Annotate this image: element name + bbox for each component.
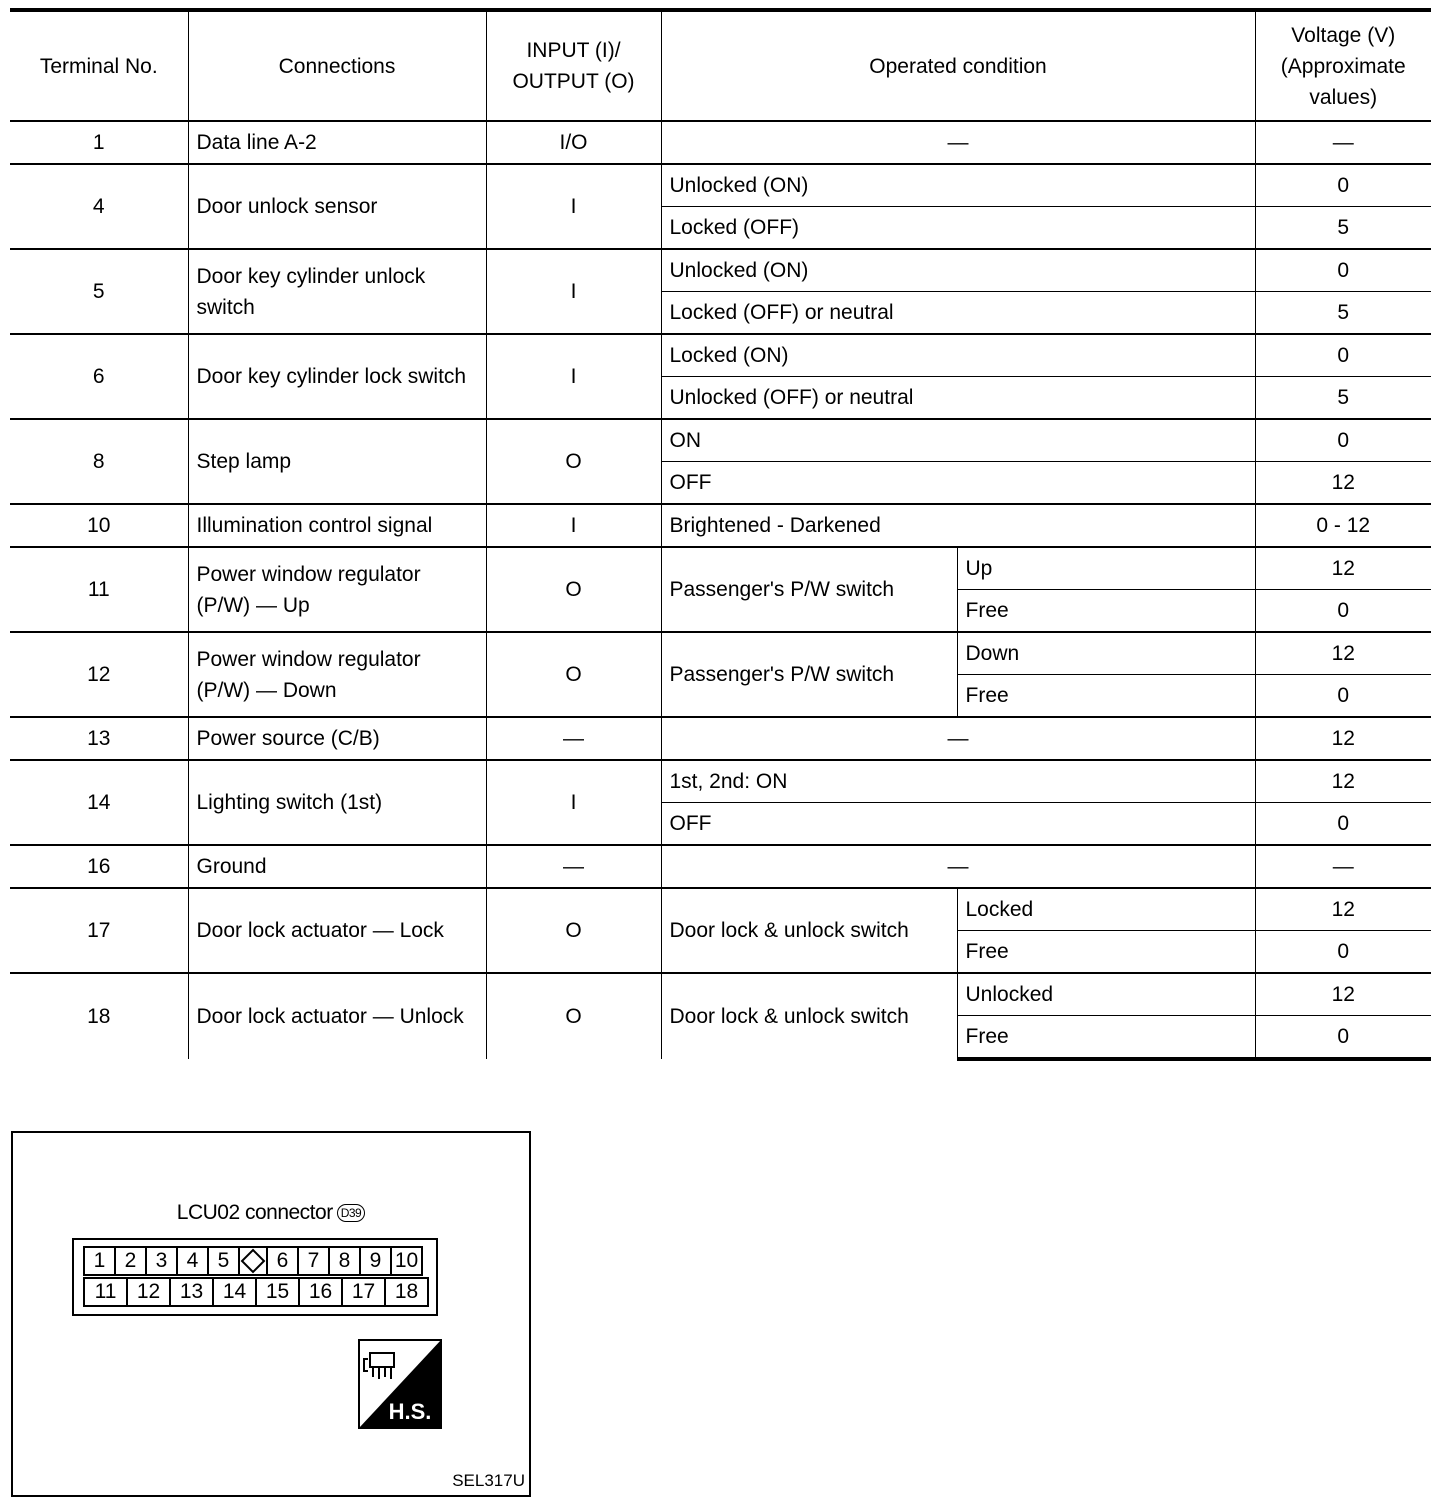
voltage: 0 [1255, 931, 1431, 974]
connector-pin: 5 [207, 1246, 240, 1276]
voltage: 0 [1255, 590, 1431, 633]
control-switch: Passenger's P/W switch [661, 632, 957, 717]
connection: Door unlock sensor [188, 164, 486, 249]
table-row [10, 164, 1431, 207]
voltage: 12 [1255, 632, 1431, 675]
table-row [10, 547, 1431, 590]
terminal-no: 14 [10, 760, 188, 845]
voltage: 0 [1255, 249, 1431, 292]
voltage: 12 [1255, 888, 1431, 931]
io-type: — [486, 717, 661, 760]
switch-state: Up [957, 547, 1255, 590]
terminal-no: 6 [10, 334, 188, 419]
condition: Unlocked (OFF) or neutral [661, 377, 1255, 420]
condition: OFF [661, 803, 1255, 846]
voltage: 0 [1255, 1016, 1431, 1060]
voltage: 0 [1255, 164, 1431, 207]
voltage: 5 [1255, 377, 1431, 420]
header-terminal: Terminal No. [10, 10, 188, 121]
table-row [10, 632, 1431, 675]
connector-face [72, 1238, 438, 1316]
voltage: 5 [1255, 292, 1431, 335]
voltage: 0 [1255, 334, 1431, 377]
voltage: — [1255, 121, 1431, 164]
connection: Lighting switch (1st) [188, 760, 486, 845]
connector-pin: 18 [384, 1277, 429, 1307]
connector-pin: 12 [126, 1277, 171, 1307]
condition: — [661, 121, 1255, 164]
table-row [10, 973, 1431, 1016]
io-type: I [486, 334, 661, 419]
table-row [10, 249, 1431, 292]
connector-title: LCU02 connector D39 [13, 1201, 529, 1225]
io-type: I [486, 760, 661, 845]
terminal-no: 13 [10, 717, 188, 760]
connection: Ground [188, 845, 486, 888]
terminal-no: 11 [10, 547, 188, 632]
terminal-no: 1 [92, 131, 105, 154]
condition: ON [661, 419, 1255, 462]
connector-pin: 11 [83, 1277, 128, 1307]
connection: Step lamp [188, 419, 486, 504]
connector-pin: 16 [298, 1277, 343, 1307]
connection: Door lock actuator — Lock [188, 888, 486, 973]
io-type: — [486, 845, 661, 888]
terminal-no: 4 [10, 164, 188, 249]
connector-pin: 6 [266, 1246, 299, 1276]
io-type: O [486, 419, 661, 504]
condition: Locked (ON) [661, 334, 1255, 377]
terminal-no: 10 [10, 504, 188, 547]
table-header-row [10, 10, 1431, 121]
connection: Illumination control signal [188, 504, 486, 547]
connector-pin: 3 [145, 1246, 178, 1276]
connector-pin: 2 [114, 1246, 147, 1276]
connector-figure [11, 1131, 531, 1497]
voltage: 12 [1255, 462, 1431, 505]
table-row [10, 419, 1431, 462]
io-type: O [486, 547, 661, 632]
header-voltage: Voltage (V) (Approximate values) [1255, 10, 1431, 121]
header-connections: Connections [188, 10, 486, 121]
terminal-no: 12 [10, 632, 188, 717]
connector-key-icon [238, 1246, 268, 1276]
io-type: I/O [486, 121, 661, 164]
condition: — [661, 845, 1255, 888]
figure-code: SEL317U [452, 1471, 525, 1490]
io-type: I [486, 504, 661, 547]
switch-state: Unlocked [957, 973, 1255, 1016]
switch-state: Free [957, 1016, 1255, 1060]
voltage: — [1255, 845, 1431, 888]
switch-state: Free [957, 675, 1255, 718]
condition: 1st, 2nd: ON [661, 760, 1255, 803]
condition: Unlocked (ON) [661, 249, 1255, 292]
voltage: 5 [1255, 207, 1431, 250]
condition: — [661, 717, 1255, 760]
io-type: O [486, 888, 661, 973]
connector-pin: 17 [341, 1277, 386, 1307]
connection: Door key cylinder lock switch [188, 334, 486, 419]
table-row [10, 845, 1431, 888]
connector-pin: 4 [176, 1246, 209, 1276]
connector-pin: 10 [390, 1246, 423, 1276]
table-row [10, 504, 1431, 547]
connector-pin: 14 [212, 1277, 257, 1307]
voltage: 12 [1255, 760, 1431, 803]
condition: Unlocked (ON) [661, 164, 1255, 207]
voltage: 0 [1255, 675, 1431, 718]
table-row [10, 717, 1431, 760]
connector-pin: 13 [169, 1277, 214, 1307]
header-io: INPUT (I)/ OUTPUT (O) [486, 10, 661, 121]
table-row [10, 121, 1431, 164]
condition: Locked (OFF) [661, 207, 1255, 250]
terminal-table [10, 8, 1431, 1061]
condition: Locked (OFF) or neutral [661, 292, 1255, 335]
voltage: 0 [1255, 803, 1431, 846]
connection: Door key cylinder unlock switch [188, 249, 486, 334]
condition: Brightened - Darkened [661, 504, 1255, 547]
table-row [10, 888, 1431, 931]
connection: Data line A-2 [188, 121, 486, 164]
table-row [10, 334, 1431, 377]
connector-pin: 8 [328, 1246, 361, 1276]
io-type: O [486, 632, 661, 717]
voltage: 0 [1255, 419, 1431, 462]
switch-state: Free [957, 590, 1255, 633]
switch-state: Down [957, 632, 1255, 675]
connector-top-row [83, 1246, 421, 1276]
connector-pin: 9 [359, 1246, 392, 1276]
connector-bottom-row [83, 1277, 427, 1307]
connector-pin: 1 [83, 1246, 116, 1276]
connector-pin: 15 [255, 1277, 300, 1307]
connection: Power source (C/B) [188, 717, 486, 760]
terminal-no: 16 [10, 845, 188, 888]
terminal-no: 17 [10, 888, 188, 973]
harness-side-icon [358, 1339, 442, 1429]
table-row [10, 760, 1431, 803]
harness-side-label: H.S. [388, 1399, 432, 1424]
switch-state: Free [957, 931, 1255, 974]
terminal-no: 18 [10, 973, 188, 1059]
connection: Power window regulator (P/W) — Up [188, 547, 486, 632]
connection: Power window regulator (P/W) — Down [188, 632, 486, 717]
voltage: 0 - 12 [1255, 504, 1431, 547]
condition: OFF [661, 462, 1255, 505]
voltage: 12 [1255, 717, 1431, 760]
connector-pin: 7 [297, 1246, 330, 1276]
terminal-no: 5 [10, 249, 188, 334]
io-type: I [486, 249, 661, 334]
voltage: 12 [1255, 547, 1431, 590]
voltage: 12 [1255, 973, 1431, 1016]
control-switch: Door lock & unlock switch [661, 973, 957, 1059]
connector-id-badge: D39 [337, 1204, 366, 1222]
control-switch: Passenger's P/W switch [661, 547, 957, 632]
connection: Door lock actuator — Unlock [188, 973, 486, 1059]
io-type: I [486, 164, 661, 249]
io-type: O [486, 973, 661, 1059]
header-condition: Operated condition [661, 10, 1255, 121]
switch-state: Locked [957, 888, 1255, 931]
control-switch: Door lock & unlock switch [661, 888, 957, 973]
terminal-no: 8 [10, 419, 188, 504]
